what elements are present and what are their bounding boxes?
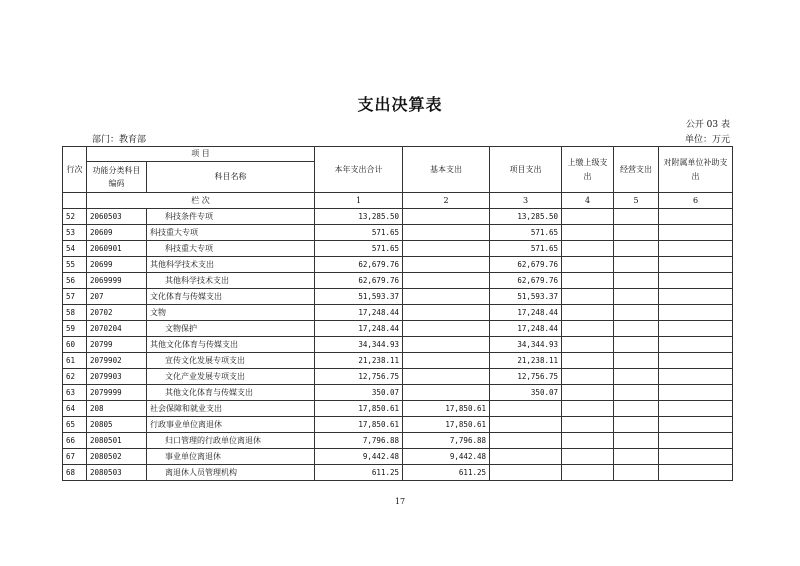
subject-name: 其他科学技术支出: [147, 273, 315, 289]
basic-expenditure: [403, 273, 490, 289]
subsidiary-expenditure: [659, 353, 733, 369]
project-expenditure: 62,679.76: [490, 257, 562, 273]
row-number: 58: [63, 305, 87, 321]
business-expenditure: [614, 289, 659, 305]
subsidiary-expenditure: [659, 289, 733, 305]
business-expenditure: [614, 225, 659, 241]
basic-expenditure: [403, 305, 490, 321]
row-number: 53: [63, 225, 87, 241]
business-expenditure: [614, 321, 659, 337]
business-expenditure: [614, 257, 659, 273]
table-row: [63, 289, 733, 305]
project-expenditure: 21,238.11: [490, 353, 562, 369]
row-number: 54: [63, 241, 87, 257]
row-number: 62: [63, 369, 87, 385]
project-expenditure: 17,248.44: [490, 321, 562, 337]
subsidiary-expenditure: [659, 225, 733, 241]
project-expenditure: 13,285.50: [490, 209, 562, 225]
header-project: 项目支出: [490, 147, 562, 193]
row-number: 55: [63, 257, 87, 273]
basic-expenditure: [403, 353, 490, 369]
table-row: [63, 353, 733, 369]
upper-expenditure: [562, 417, 614, 433]
upper-expenditure: [562, 305, 614, 321]
business-expenditure: [614, 385, 659, 401]
row-number: 67: [63, 449, 87, 465]
table-row: [63, 449, 733, 465]
function-code: 2080503: [87, 465, 147, 481]
upper-expenditure: [562, 273, 614, 289]
row-number: 61: [63, 353, 87, 369]
row-number: 64: [63, 401, 87, 417]
upper-expenditure: [562, 353, 614, 369]
subsidiary-expenditure: [659, 401, 733, 417]
col-index-3: 3: [490, 193, 562, 209]
subsidiary-expenditure: [659, 273, 733, 289]
basic-expenditure: 9,442.48: [403, 449, 490, 465]
upper-expenditure: [562, 433, 614, 449]
table-row: [63, 401, 733, 417]
total-expenditure: 571.65: [315, 241, 403, 257]
subject-name: 其他文化体育与传媒支出: [147, 337, 315, 353]
subject-name: 其他文化体育与传媒支出: [147, 385, 315, 401]
row-number: 52: [63, 209, 87, 225]
function-code: 2060901: [87, 241, 147, 257]
function-code: 2080501: [87, 433, 147, 449]
total-expenditure: 17,850.61: [315, 417, 403, 433]
function-code: 20702: [87, 305, 147, 321]
subsidiary-expenditure: [659, 241, 733, 257]
upper-expenditure: [562, 385, 614, 401]
function-code: 20799: [87, 337, 147, 353]
col-index-2: 2: [403, 193, 490, 209]
header-func-code: 功能分类科目编码: [87, 162, 147, 193]
table-row: [63, 465, 733, 481]
upper-expenditure: [562, 209, 614, 225]
expenditure-table: [62, 146, 733, 481]
row-number: 56: [63, 273, 87, 289]
col-index-6: 6: [659, 193, 733, 209]
total-expenditure: 62,679.76: [315, 257, 403, 273]
basic-expenditure: [403, 337, 490, 353]
header-lanci: 栏 次: [87, 193, 315, 209]
subsidiary-expenditure: [659, 385, 733, 401]
department-label: 部门：教育部: [92, 135, 147, 145]
project-expenditure: 34,344.93: [490, 337, 562, 353]
upper-expenditure: [562, 401, 614, 417]
function-code: 20609: [87, 225, 147, 241]
basic-expenditure: [403, 225, 490, 241]
header-upper: 上缴上级支出: [562, 147, 614, 193]
business-expenditure: [614, 209, 659, 225]
table-row: [63, 337, 733, 353]
basic-expenditure: [403, 209, 490, 225]
business-expenditure: [614, 353, 659, 369]
table-row: [63, 241, 733, 257]
function-code: 2079902: [87, 353, 147, 369]
form-number: 公开 03 表: [685, 120, 730, 130]
basic-expenditure: [403, 369, 490, 385]
subsidiary-expenditure: [659, 209, 733, 225]
row-number: 57: [63, 289, 87, 305]
project-expenditure: 17,248.44: [490, 305, 562, 321]
header-business: 经营支出: [614, 147, 659, 193]
row-number: 63: [63, 385, 87, 401]
total-expenditure: 13,285.50: [315, 209, 403, 225]
upper-expenditure: [562, 449, 614, 465]
subsidiary-expenditure: [659, 321, 733, 337]
business-expenditure: [614, 241, 659, 257]
upper-expenditure: [562, 321, 614, 337]
page-title: 支出决算表: [357, 95, 443, 114]
subsidiary-expenditure: [659, 449, 733, 465]
total-expenditure: 51,593.37: [315, 289, 403, 305]
header-subject-name: 科目名称: [147, 162, 315, 193]
subject-name: 事业单位离退休: [147, 449, 315, 465]
project-expenditure: 12,756.75: [490, 369, 562, 385]
project-expenditure: [490, 417, 562, 433]
subsidiary-expenditure: [659, 369, 733, 385]
business-expenditure: [614, 449, 659, 465]
subject-name: 科技重大专项: [147, 225, 315, 241]
project-expenditure: [490, 449, 562, 465]
basic-expenditure: [403, 257, 490, 273]
lanci-blank: [63, 193, 87, 209]
business-expenditure: [614, 337, 659, 353]
page-number: 17: [394, 497, 406, 506]
table-row: [63, 273, 733, 289]
subject-name: 文化产业发展专项支出: [147, 369, 315, 385]
header-item: 项 目: [87, 147, 315, 162]
table-row: [63, 385, 733, 401]
subject-name: 行政事业单位离退休: [147, 417, 315, 433]
col-index-1: 1: [315, 193, 403, 209]
function-code: 208: [87, 401, 147, 417]
basic-expenditure: [403, 241, 490, 257]
subject-name: 宣传文化发展专项支出: [147, 353, 315, 369]
table-row: [63, 417, 733, 433]
subsidiary-expenditure: [659, 337, 733, 353]
subsidiary-expenditure: [659, 433, 733, 449]
col-index-4: 4: [562, 193, 614, 209]
total-expenditure: 571.65: [315, 225, 403, 241]
upper-expenditure: [562, 289, 614, 305]
table-row: [63, 257, 733, 273]
table-row: [63, 369, 733, 385]
project-expenditure: [490, 401, 562, 417]
project-expenditure: 571.65: [490, 241, 562, 257]
function-code: 20805: [87, 417, 147, 433]
subject-name: 其他科学技术支出: [147, 257, 315, 273]
function-code: 207: [87, 289, 147, 305]
upper-expenditure: [562, 225, 614, 241]
function-code: 2080502: [87, 449, 147, 465]
col-index-5: 5: [614, 193, 659, 209]
function-code: 2079999: [87, 385, 147, 401]
upper-expenditure: [562, 241, 614, 257]
unit-label: 单位：万元: [684, 135, 730, 145]
header-total: 本年支出合计: [315, 147, 403, 193]
function-code: 2069999: [87, 273, 147, 289]
total-expenditure: 17,248.44: [315, 321, 403, 337]
subject-name: 文物: [147, 305, 315, 321]
upper-expenditure: [562, 465, 614, 481]
total-expenditure: 17,248.44: [315, 305, 403, 321]
business-expenditure: [614, 433, 659, 449]
total-expenditure: 62,679.76: [315, 273, 403, 289]
project-expenditure: 62,679.76: [490, 273, 562, 289]
project-expenditure: [490, 465, 562, 481]
basic-expenditure: 17,850.61: [403, 401, 490, 417]
row-number: 65: [63, 417, 87, 433]
total-expenditure: 21,238.11: [315, 353, 403, 369]
row-number: 66: [63, 433, 87, 449]
table-row: [63, 305, 733, 321]
subject-name: 科技条件专项: [147, 209, 315, 225]
subsidiary-expenditure: [659, 257, 733, 273]
subject-name: 文化体育与传媒支出: [147, 289, 315, 305]
header-subsidiary: 对附属单位补助支出: [659, 147, 733, 193]
total-expenditure: 611.25: [315, 465, 403, 481]
subject-name: 科技重大专项: [147, 241, 315, 257]
total-expenditure: 9,442.48: [315, 449, 403, 465]
basic-expenditure: [403, 289, 490, 305]
basic-expenditure: 7,796.88: [403, 433, 490, 449]
project-expenditure: [490, 433, 562, 449]
subject-name: 社会保障和就业支出: [147, 401, 315, 417]
basic-expenditure: [403, 321, 490, 337]
business-expenditure: [614, 417, 659, 433]
subsidiary-expenditure: [659, 465, 733, 481]
subject-name: 离退休人员管理机构: [147, 465, 315, 481]
upper-expenditure: [562, 257, 614, 273]
subsidiary-expenditure: [659, 417, 733, 433]
function-code: 2070204: [87, 321, 147, 337]
upper-expenditure: [562, 369, 614, 385]
table-row: [63, 225, 733, 241]
basic-expenditure: 17,850.61: [403, 417, 490, 433]
project-expenditure: 350.07: [490, 385, 562, 401]
subsidiary-expenditure: [659, 305, 733, 321]
basic-expenditure: 611.25: [403, 465, 490, 481]
row-number: 68: [63, 465, 87, 481]
subject-name: 归口管理的行政单位离退休: [147, 433, 315, 449]
project-expenditure: 571.65: [490, 225, 562, 241]
total-expenditure: 350.07: [315, 385, 403, 401]
total-expenditure: 34,344.93: [315, 337, 403, 353]
function-code: 2079903: [87, 369, 147, 385]
subject-name: 文物保护: [147, 321, 315, 337]
header-basic: 基本支出: [403, 147, 490, 193]
business-expenditure: [614, 401, 659, 417]
table-row: [63, 433, 733, 449]
row-number: 59: [63, 321, 87, 337]
basic-expenditure: [403, 385, 490, 401]
upper-expenditure: [562, 337, 614, 353]
total-expenditure: 17,850.61: [315, 401, 403, 417]
table-row: [63, 321, 733, 337]
row-number: 60: [63, 337, 87, 353]
total-expenditure: 12,756.75: [315, 369, 403, 385]
business-expenditure: [614, 273, 659, 289]
business-expenditure: [614, 465, 659, 481]
business-expenditure: [614, 305, 659, 321]
function-code: 2060503: [87, 209, 147, 225]
business-expenditure: [614, 369, 659, 385]
header-row-no: 行次: [63, 147, 87, 193]
project-expenditure: 51,593.37: [490, 289, 562, 305]
table-row: [63, 209, 733, 225]
function-code: 20699: [87, 257, 147, 273]
total-expenditure: 7,796.88: [315, 433, 403, 449]
